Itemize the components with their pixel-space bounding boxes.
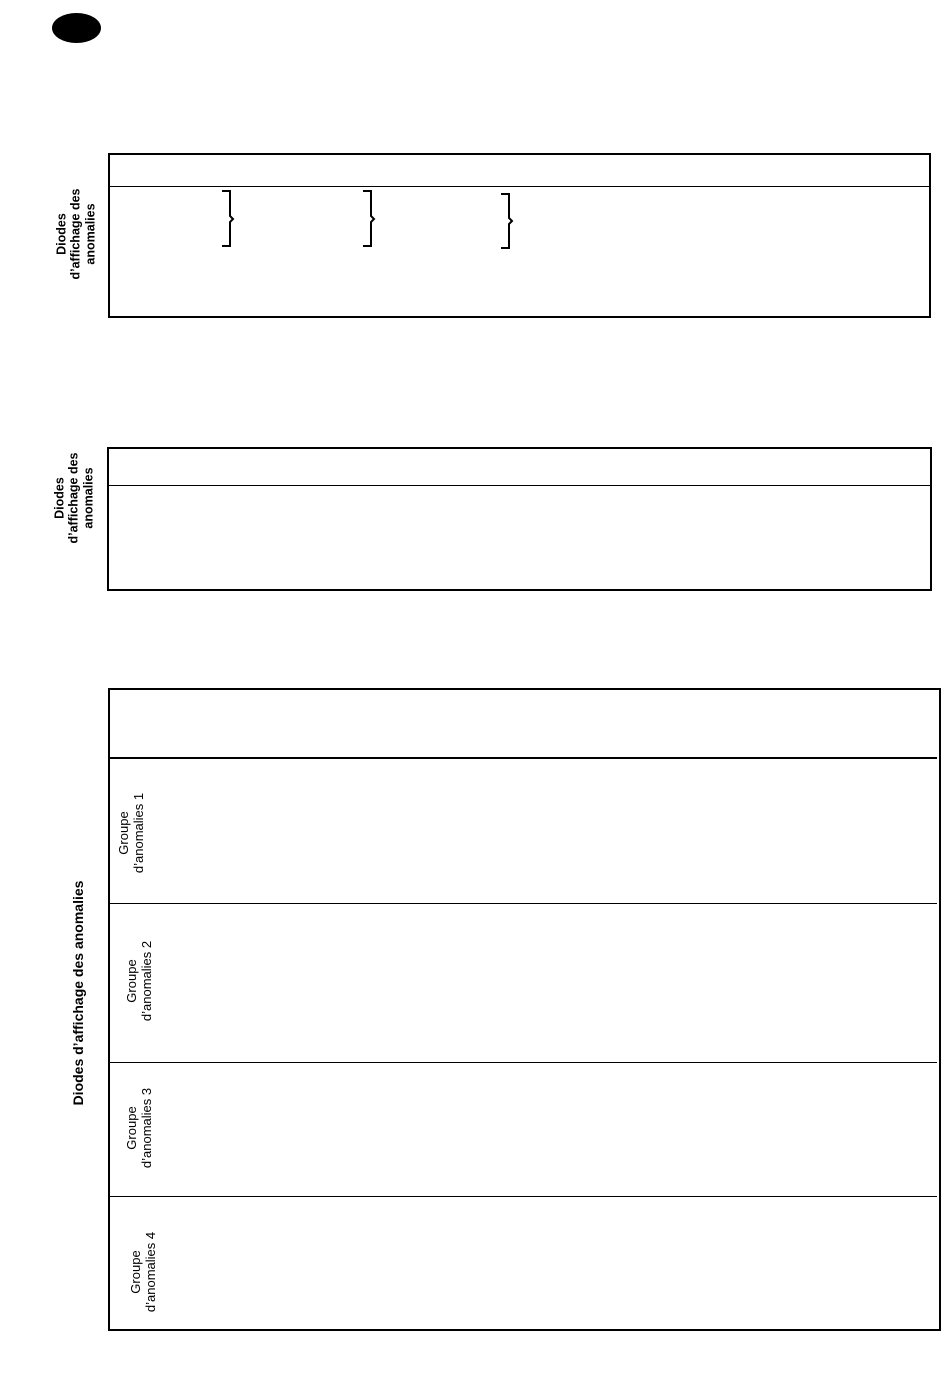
panel2-header-divider [108, 485, 931, 486]
group-2-line-2: d’anomalies 2 [139, 940, 154, 1022]
panel2-frame [107, 447, 932, 591]
bracket-3-icon [501, 194, 512, 248]
panel2-side-label [52, 453, 95, 544]
group-4-line-2: d’anomalies 4 [143, 1231, 158, 1313]
panel3-frame [108, 688, 941, 1331]
panel1-header-divider [109, 186, 930, 187]
group-divider-1 [109, 903, 937, 904]
group-label-1 [117, 793, 147, 873]
bracket-1-icon [222, 191, 233, 246]
group-divider-2 [109, 1062, 937, 1063]
group-label-4 [129, 1232, 159, 1312]
bracket-2-icon [363, 191, 374, 246]
group-label-3 [125, 1088, 155, 1168]
panel1-brackets [215, 188, 525, 252]
panel2-side-label-line-3: anomalies [81, 467, 96, 529]
group-3-line-2: d’anomalies 3 [139, 1087, 154, 1169]
group-label-2 [125, 941, 155, 1021]
page-tab-marker [52, 13, 101, 43]
panel2-side-label-line-2: d’affichage des [66, 452, 81, 544]
panel1-side-label-line-1: Diodes [54, 213, 69, 255]
group-2-line-1: Groupe [124, 959, 140, 1003]
panel1-side-label-line-2: d’affichage des [68, 188, 83, 280]
panel2-side-label-line-1: Diodes [52, 477, 67, 519]
group-divider-3 [109, 1196, 937, 1197]
group-4-line-1: Groupe [128, 1250, 144, 1294]
panel3-header-divider [109, 757, 937, 759]
panel3-side-label: Diodes d’affichage des anomalies [69, 880, 86, 1106]
group-1-line-2: d’anomalies 1 [131, 792, 146, 874]
panel1-side-label-line-3: anomalies [83, 203, 98, 265]
group-3-line-1: Groupe [124, 1106, 140, 1150]
group-1-line-1: Groupe [116, 811, 132, 855]
panel1-side-label [54, 189, 97, 280]
